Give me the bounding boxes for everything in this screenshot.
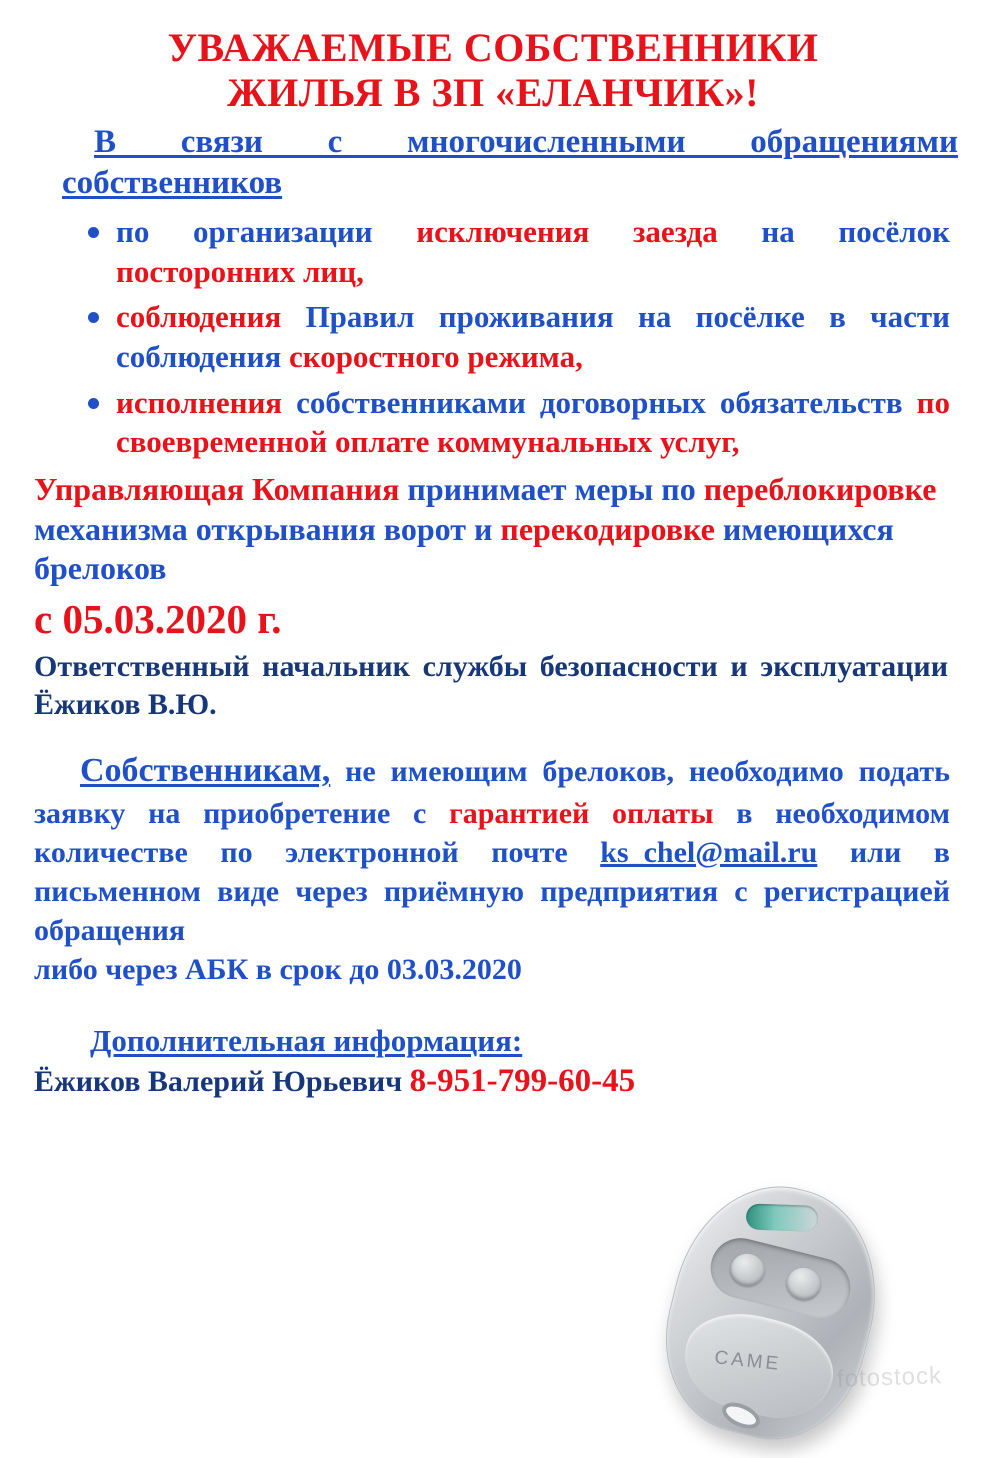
key-fob-button-2 (783, 1264, 824, 1303)
measures-paragraph (28, 470, 958, 589)
measures-part-3: переблокировке (703, 471, 937, 508)
owners-part-1: не имеющим брелоков, необходимо подать заявку на приобретение с (34, 755, 950, 830)
title-line-2: ЖИЛЬЯ В ЗП «ЕЛАНЧИК»! (227, 69, 759, 115)
effective-date: с 05.03.2020 г. (34, 596, 282, 643)
bullet-3-part-1: исполнения (116, 384, 297, 420)
owners-part-2: в необходимом количестве по электронной почте (34, 796, 951, 869)
contact-line (28, 1063, 958, 1100)
responsible-person: Ответственный начальник службы безопасности и эксплуатации Ёжиков В.Ю. (34, 650, 948, 721)
list-item (86, 212, 950, 291)
bullet-1-part-3: на посёлок (761, 214, 950, 250)
bullet-3-part-3: по своевременной оплате коммунальных услуг, (116, 384, 950, 460)
email-link[interactable]: ks_chel@mail.ru (600, 835, 818, 869)
bullet-2-part-3: скоростного режима, (288, 339, 583, 375)
owners-deadline: либо через АБК в срок до 03.03.2020 (34, 952, 522, 986)
owners-part-3: или в письменном виде через приёмную предприятия с регистрацией обращения (34, 835, 950, 947)
list-item (86, 383, 950, 462)
owners-keyword: Собственникам, (80, 752, 331, 790)
key-fob-led (746, 1203, 819, 1231)
bullet-1-part-1: по организации (116, 214, 417, 250)
list-item (86, 297, 950, 376)
key-fob-lower-shell (674, 1301, 843, 1430)
measures-part-1: Управляющая Компания (34, 471, 408, 508)
key-fob-brand-label: CAME (713, 1347, 783, 1376)
page-title (28, 26, 958, 116)
owners-highlight-1: гарантией оплаты (449, 796, 714, 830)
owners-instructions (28, 749, 958, 949)
bullet-3-part-2: собственниками договорных обязательств (296, 384, 917, 420)
key-fob-button-panel (704, 1232, 856, 1325)
key-fob-body (644, 1166, 899, 1458)
lead-paragraph: В связи с многочисленными обращениями собственников (62, 123, 958, 201)
contact-name: Ёжиков Валерий Юрьевич (34, 1064, 403, 1098)
bullet-2-part-1: соблюдения (116, 299, 306, 335)
key-fob-button-1 (727, 1250, 768, 1289)
measures-part-2: принимает меры по (407, 471, 704, 508)
reasons-list (28, 212, 958, 462)
image-watermark: fotostock (836, 1362, 943, 1393)
additional-info-label: Дополнительная информация: (90, 1022, 523, 1058)
measures-part-5: перекодировке (500, 510, 723, 547)
measures-part-4: механизма открывания ворот и (34, 510, 501, 547)
bullet-2-part-2: Правил проживания на посёлке в части соблюдения (116, 299, 950, 375)
bullet-1-part-2: исключения заезда (416, 214, 762, 250)
measures-part-6: имеющихся брелоков (34, 510, 894, 587)
contact-phone: 8-951-799-60-45 (409, 1062, 636, 1099)
key-fob-image (652, 1180, 952, 1450)
title-line-1: УВАЖАЕМЫЕ СОБСТВЕННИКИ (167, 25, 819, 70)
bullet-1-part-4: посторонних лиц, (116, 253, 364, 289)
